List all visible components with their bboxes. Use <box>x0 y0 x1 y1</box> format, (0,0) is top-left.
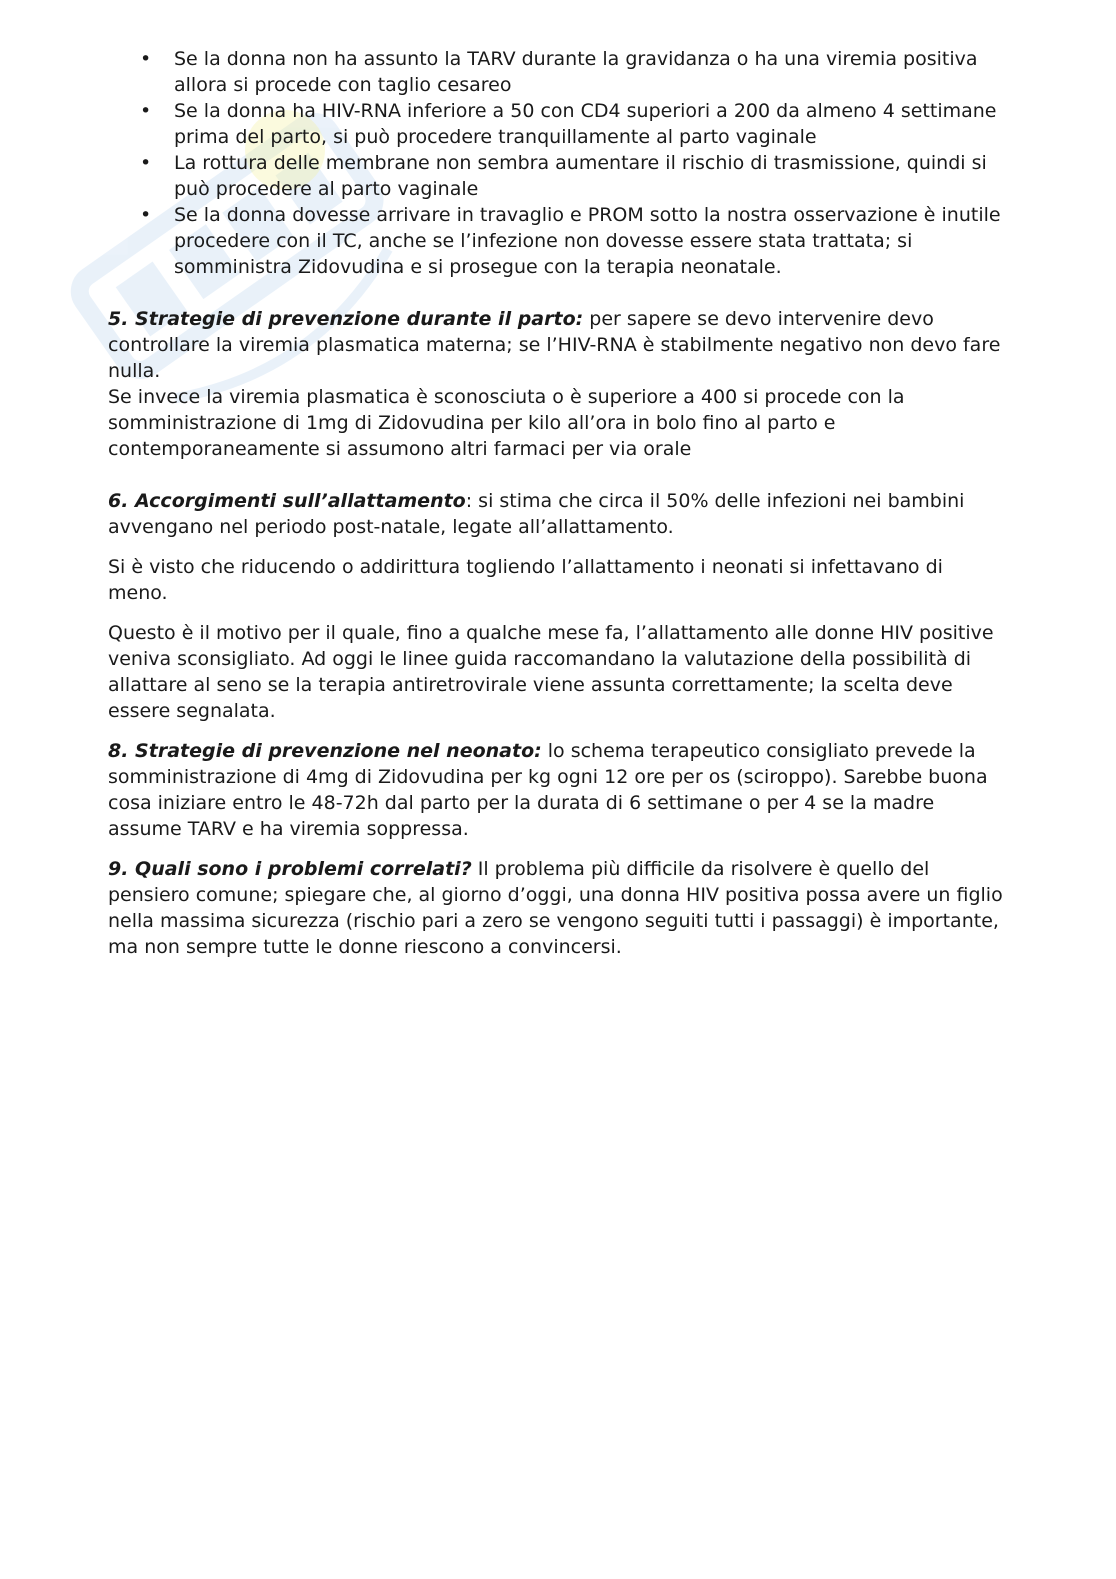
section-6-text: : si stima che circa il 50% delle infezioni nei bambini avvengano nel periodo post-natale, legate all’allattamento. <box>108 490 965 538</box>
bullet-text: Se la donna ha HIV-RNA inferiore a 50 con CD4 superiori a 200 da almeno 4 settimane prima del parto, si può procedere tranquillamente al parto vaginale <box>174 100 997 148</box>
bullet-text: Se la donna non ha assunto la TARV durante la gravidanza o ha una viremia positiva allora si procede con taglio cesareo <box>174 48 978 96</box>
bullet-text: Se la donna dovesse arrivare in travaglio e PROM sotto la nostra osservazione è inutile procedere con il TC, anche se l’infezione non dovesse essere stata trattata; si somministra Zidovudina e si prosegue con la terapia neonatale. <box>174 204 1001 278</box>
section-8-heading: 8. Strategie di prevenzione nel neonato: <box>108 740 542 762</box>
section-6-paragraph <box>108 488 1008 540</box>
bullet-text: La rottura delle membrane non sembra aumentare il rischio di trasmissione, quindi si può procedere al parto vaginale <box>174 152 987 200</box>
bullet-item <box>108 150 1008 202</box>
section-6-paragraph-2: Si è visto che riducendo o addirittura togliendo l’allattamento i neonati si infettavano di meno. <box>108 556 943 604</box>
bullet-marker: • <box>140 204 152 226</box>
bullet-marker: • <box>140 100 152 122</box>
section-9-heading: 9. Quali sono i problemi correlati? <box>108 858 472 880</box>
section-5-text: per sapere se devo intervenire devo controllare la viremia plasmatica materna; se l’HIV-RNA è stabilmente negativo non devo fare nulla. <box>108 308 1001 382</box>
section-5-paragraph <box>108 306 1008 384</box>
section-6-heading: 6. Accorgimenti sull’allattamento <box>108 490 466 512</box>
bullet-item <box>108 202 1008 280</box>
section-5-paragraph-2: Se invece la viremia plasmatica è sconosciuta o è superiore a 400 si procede con la somministrazione di 1mg di Zidovudina per kilo all’ora in bolo fino al parto e contemporaneamente si assumono altri farmaci per via orale <box>108 386 905 460</box>
document-page <box>108 46 1008 960</box>
section-5-heading: 5. Strategie di prevenzione durante il parto: <box>108 308 584 330</box>
bullet-marker: • <box>140 48 152 70</box>
section-8-text: lo schema terapeutico consigliato prevede la somministrazione di 4mg di Zidovudina per kg ogni 12 ore per os (sciroppo). Sarebbe buona cosa iniziare entro le 48-72h dal parto per la durata di 6 settimane o per 4 se la madre assume TARV e ha viremia soppressa. <box>108 740 988 840</box>
bullet-item <box>108 46 1008 98</box>
bullet-marker: • <box>140 152 152 174</box>
section-8-paragraph <box>108 738 1008 842</box>
bullet-item <box>108 98 1008 150</box>
section-6-paragraph-3: Questo è il motivo per il quale, fino a qualche mese fa, l’allattamento alle donne HIV positive veniva sconsigliato. Ad oggi le linee guida raccomandano la valutazione della possibilità di allattare al seno se la terapia antiretrovirale viene assunta correttamente; la scelta deve essere segnalata. <box>108 622 994 722</box>
bullet-list <box>108 46 1008 280</box>
section-9-text: Il problema più difficile da risolvere è quello del pensiero comune; spiegare che, al giorno d’oggi, una donna HIV positiva possa avere un figlio nella massima sicurezza (rischio pari a zero se vengono seguiti tutti i passaggi) è importante, ma non sempre tutte le donne riescono a convincersi. <box>108 858 1003 958</box>
section-9-paragraph <box>108 856 1008 960</box>
